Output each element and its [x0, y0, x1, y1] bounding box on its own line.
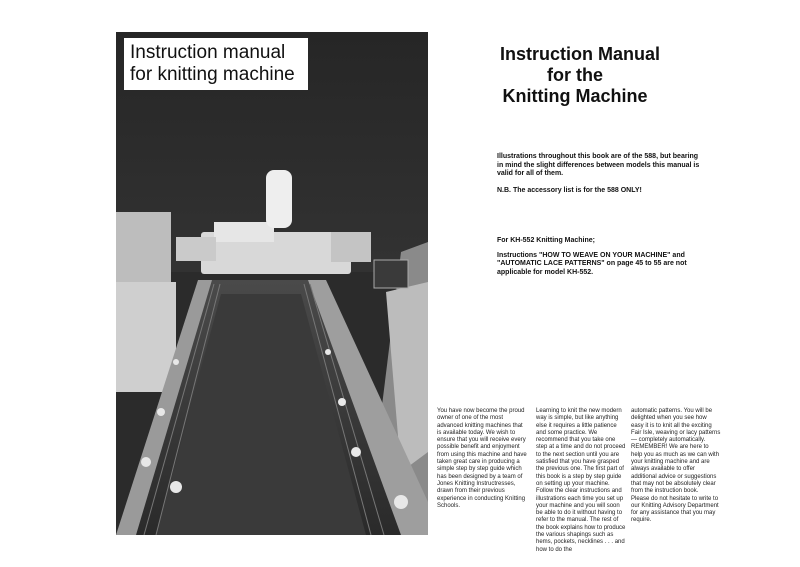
cover-title-line2: for knitting machine: [130, 64, 295, 85]
nb-note-text: N.B. The accessory list is for the 588 ONLY!: [497, 187, 642, 194]
kh552-line2: Instructions "HOW TO WEAVE ON YOUR MACHINE" and "AUTOMATIC LACE PATTERNS" on page 45 to 55 are not applicable for model KH-552.: [497, 251, 687, 276]
illustrations-note: [497, 153, 702, 179]
manual-title-line2: for the: [547, 65, 603, 85]
manual-title: [500, 44, 661, 107]
illustrations-note-text: Illustrations throughout this book are of the 588, but bearing in mind the slight differences between models this manual is valid for all of them.: [497, 153, 700, 177]
cover-photo: [116, 32, 428, 535]
cover-title-line1: Instruction manual: [130, 42, 286, 63]
kh552-note: [497, 237, 702, 277]
intro-column-2: Learning to knit the new modern way is simple, but like anything else it requires a little patience and some practice. We recommend that you take one step at a time and do not proceed to the next section until you are satisfied that you have grasped the previous one. The first part of this book is a step by step guide on setting up your machine. Follow the clear instructions and illustrations each time you set up your machine and you will soon be able to do it without having to refer to the manual. The rest of the book explains how to produce the various shapings such as hems, pockets, necklines . . . and how to do the: [536, 408, 626, 553]
manual-title-line3: Knitting Machine: [502, 86, 648, 106]
nb-note: [497, 187, 702, 196]
kh552-line1: For KH-552 Knitting Machine;: [497, 237, 596, 244]
cover-title: [124, 38, 308, 90]
intro-column-3: automatic patterns. You will be delighted when you see how easy it is to knit all the exciting Fair Isle, weaving or lacy patterns — completely automatically. REMEMBER! We are here to help you as much as we can with your knitting machine and are always available to offer additional advice or suggestions that may not be absolutely clear from the instruction book. Please do not hesitate to write to our Knitting Advisory Department for any assistance that you may require.: [631, 408, 721, 524]
manual-title-line1: Instruction Manual: [500, 44, 661, 64]
intro-column-1: You have now become the proud owner of one of the most advanced knitting machines that is available today. We wish to ensure that you will receive every possible benefit and enjoyment from using this machine and have taken great care in producing a simple step by step guide which has been designed by a team of Jones Knitting Instructresses, drawn from their previous experience in conducting Knitting Schools.: [437, 408, 527, 509]
knitting-machine-photo: [116, 32, 428, 535]
